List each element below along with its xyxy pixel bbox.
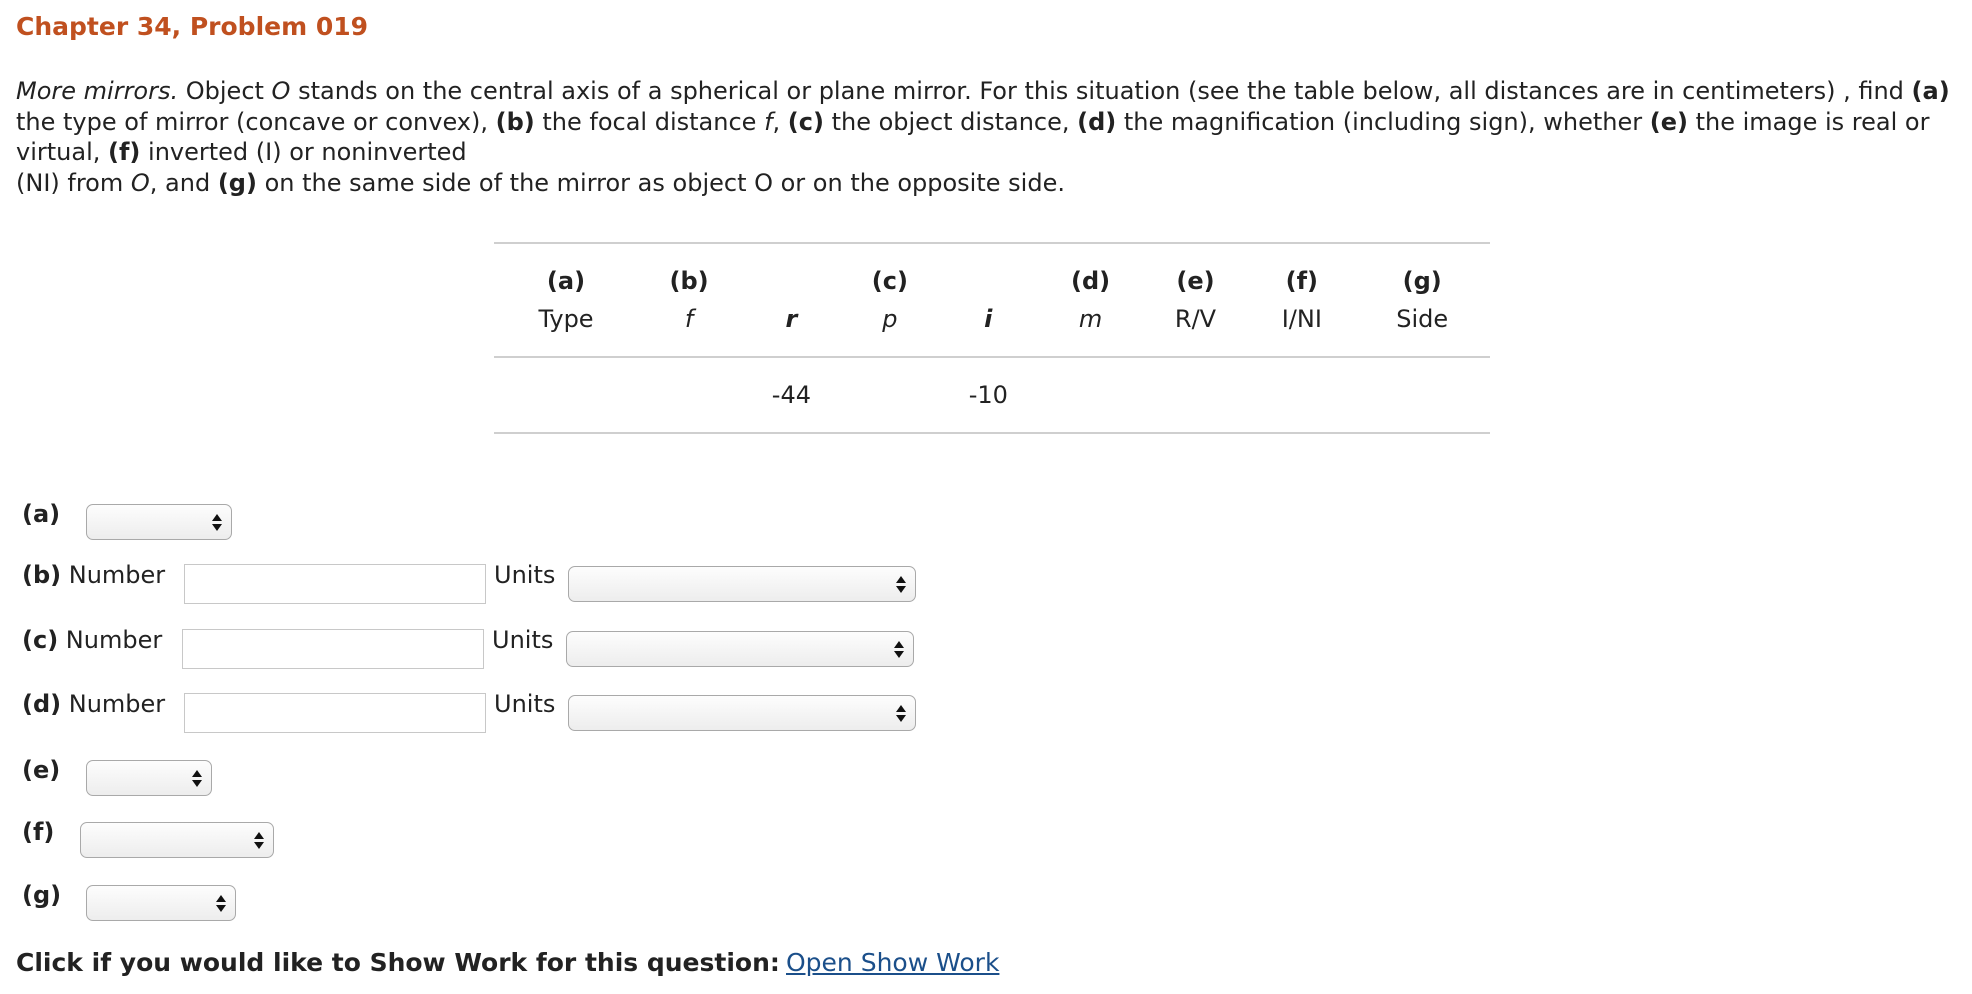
- select-arrows-icon: [894, 640, 904, 660]
- cell-image-distance: -10: [968, 381, 1008, 409]
- answer-d-units-label: Units: [494, 690, 556, 718]
- answer-c-label: (c) Number: [22, 626, 163, 654]
- cell-object-distance: [843, 357, 937, 433]
- table-header-row: [494, 243, 1490, 357]
- answer-f-label: (f): [22, 818, 55, 846]
- answer-b-number-input[interactable]: [184, 564, 486, 604]
- select-arrows-icon: [896, 704, 906, 724]
- answer-b-units-select[interactable]: [568, 566, 916, 602]
- col-radius: r: [785, 305, 798, 333]
- answer-e-select[interactable]: [86, 760, 212, 796]
- answer-c-units-select[interactable]: [566, 631, 914, 667]
- col-type: (a) Type: [538, 267, 594, 333]
- answer-g-select[interactable]: [86, 885, 236, 921]
- answer-b-units-label: Units: [494, 561, 556, 589]
- answer-g-label: (g): [22, 881, 62, 909]
- col-real-virtual: (e) R/V: [1174, 267, 1217, 333]
- table-row: [494, 357, 1490, 433]
- answer-d-label: (d) Number: [22, 690, 166, 718]
- answer-b-label: (b) Number: [22, 561, 166, 589]
- show-work-prompt: Click if you would like to Show Work for this question:: [16, 948, 780, 977]
- answer-f-select[interactable]: [80, 822, 274, 858]
- select-arrows-icon: [896, 575, 906, 595]
- open-show-work-link[interactable]: Open Show Work: [786, 948, 1000, 977]
- answer-d-number-input[interactable]: [184, 693, 486, 733]
- select-arrows-icon: [192, 769, 202, 789]
- answer-e-label: (e): [22, 756, 61, 784]
- answer-a-label: (a): [22, 500, 61, 528]
- mirror-data-table: [494, 242, 1490, 434]
- select-arrows-icon: [216, 894, 226, 914]
- cell-radius: -44: [771, 381, 811, 409]
- cell-real-virtual: [1142, 357, 1250, 433]
- problem-statement: More mirrors. Object O stands on the central axis of a spherical or plane mirror. For this situation (see the table below, all distances are in centimeters) , find (a) the type of mirror (concave or convex), (b) the focal distance f, (c) the object distance, (d) the magnification (including sign), whether (e) the image is real or virtual, (f) inverted (I) or noninverted (NI) from O, and (g) on the same side of the mirror as object O or on the opposite side.: [16, 77, 1950, 197]
- select-arrows-icon: [254, 831, 264, 851]
- answer-c-number-input[interactable]: [182, 629, 484, 669]
- col-object-distance: (c) p: [871, 267, 908, 333]
- cell-side: [1354, 357, 1490, 433]
- problem-title: Chapter 34, Problem 019: [16, 12, 369, 41]
- cell-type: [494, 357, 638, 433]
- col-magnification: (d) m: [1071, 267, 1111, 333]
- select-arrows-icon: [212, 513, 222, 533]
- answer-a-select[interactable]: [86, 504, 232, 540]
- cell-magnification: [1040, 357, 1142, 433]
- col-inverted: (f) I/NI: [1281, 267, 1322, 333]
- col-image-distance: i: [984, 305, 993, 333]
- cell-focal: [638, 357, 740, 433]
- answer-c-units-label: Units: [492, 626, 554, 654]
- col-focal: (b) f: [669, 267, 709, 333]
- answer-d-units-select[interactable]: [568, 695, 916, 731]
- col-side: (g) Side: [1396, 267, 1449, 333]
- cell-inverted: [1249, 357, 1354, 433]
